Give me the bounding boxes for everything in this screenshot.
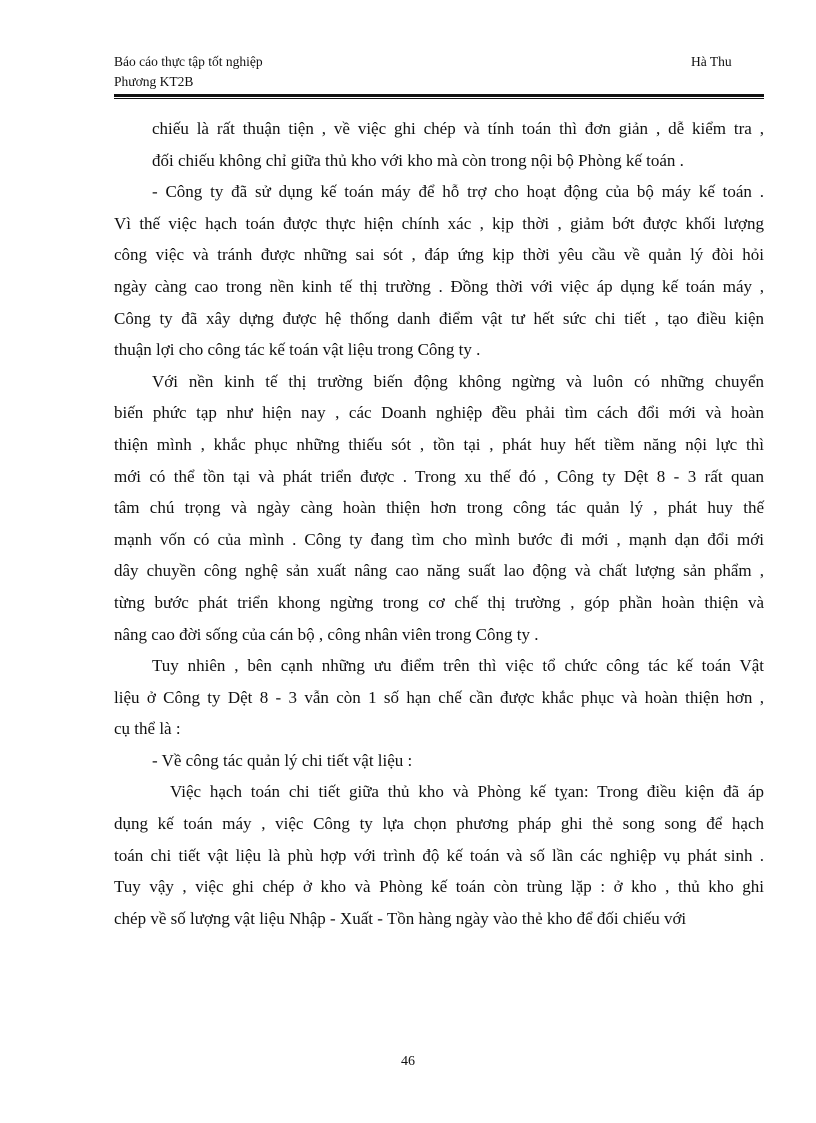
header-rule [114,94,764,97]
text-line: mới có thể tồn tại và phát triển được . Trong xu thế đó , Công ty Dệt 8 - 3 rất quan [114,466,764,486]
text-line: Tuy nhiên , bên cạnh những ưu điểm trên thì việc tổ chức công tác kế toán Vật [152,656,764,676]
text-line: nâng cao đời sống của cán bộ , công nhân viên trong Công ty . [114,624,539,644]
text-line: biến phức tạp như hiện nay , các Doanh nghiệp đều phải tìm cách đổi mới và hoàn [114,403,764,423]
text-line: dụng kế toán máy , việc Công ty lựa chọn phương pháp ghi thẻ song song để hạch [114,814,764,834]
text-line: chiếu là rất thuận tiện , về việc ghi chép và tính toán thì đơn giản , dễ kiểm tra , [152,119,764,138]
text-line: thuận lợi cho công tác kế toán vật liệu trong Công ty . [114,340,481,360]
page-header [114,52,764,94]
text-line: từng bước phát triển khong ngừng trong cơ chế thị trường , góp phần hoàn thiện và [114,592,764,612]
student-class: Phương KT2B [114,74,194,89]
text-line: mạnh vốn có của mình . Công ty đang tìm cho mình bước đi mới , mạnh dạn đổi mới [114,529,764,549]
text-line: ngày càng cao trong nền kinh tế thị trường . Đồng thời với việc áp dụng kế toán máy , [114,276,764,296]
text-line: tâm chú trọng và ngày càng hoàn thiện hơn trong công tác quản lý , phát huy thế [114,498,764,518]
text-line: cụ thể là : [114,719,181,739]
text-line: dây chuyền công nghệ sản xuất nâng cao năng suất lao động và chất lượng sản phẩm , [114,561,764,581]
body-text [114,113,764,934]
text-line: đối chiếu không chỉ giữa thủ kho với kho mà còn trong nội bộ Phòng kế toán . [152,150,684,170]
text-line: - Công ty đã sử dụng kế toán máy để hỗ trợ cho hoạt động của bộ máy kế toán . [152,182,764,202]
report-title: Báo cáo thực tập tốt nghiệp [114,54,263,69]
text-line: thiện mình , khắc phục những thiếu sót , tồn tại , phát huy hết tiềm năng nội lực thì [114,434,764,454]
text-line: - Về công tác quản lý chi tiết vật liệu : [152,750,413,770]
text-line: Công ty đã xây dựng được hệ thống danh điểm vật tư hết sức chi tiết , tạo điều kiện [114,308,764,328]
text-line: Với nền kinh tế thị trường biến động không ngừng và luôn có những chuyển [152,371,764,391]
text-line: chép về số lượng vật liệu Nhập - Xuất - Tồn hàng ngày vào thẻ kho để đối chiếu với [114,908,687,928]
text-line: liệu ở Công ty Dệt 8 - 3 vẫn còn 1 số hạn chế cần được khắc phục và hoàn thiện hơn , [114,687,764,707]
text-line: Việc hạch toán chi tiết giữa thủ kho và Phòng kế tỵan: Trong điều kiện đã áp [170,782,764,802]
text-line: Vì thế việc hạch toán được thực hiện chính xác , kịp thời , giảm bớt được khối lượng [114,213,764,233]
header-rule-thin [114,98,764,99]
author-name: Hà Thu [691,54,732,69]
text-line: toán chi tiết vật liệu là phù hợp với trình độ kế toán và số lần các nghiệp vụ phát sinh . [114,845,764,865]
text-line: Tuy vậy , việc ghi chép ở kho và Phòng kế toán còn trùng lặp : ở kho , thủ kho ghi [114,877,764,897]
text-line: công việc và tránh được những sai sót , đáp ứng kịp thời yêu cầu về quản lý đòi hỏi [114,245,764,265]
page-number: 46 [401,1054,415,1069]
